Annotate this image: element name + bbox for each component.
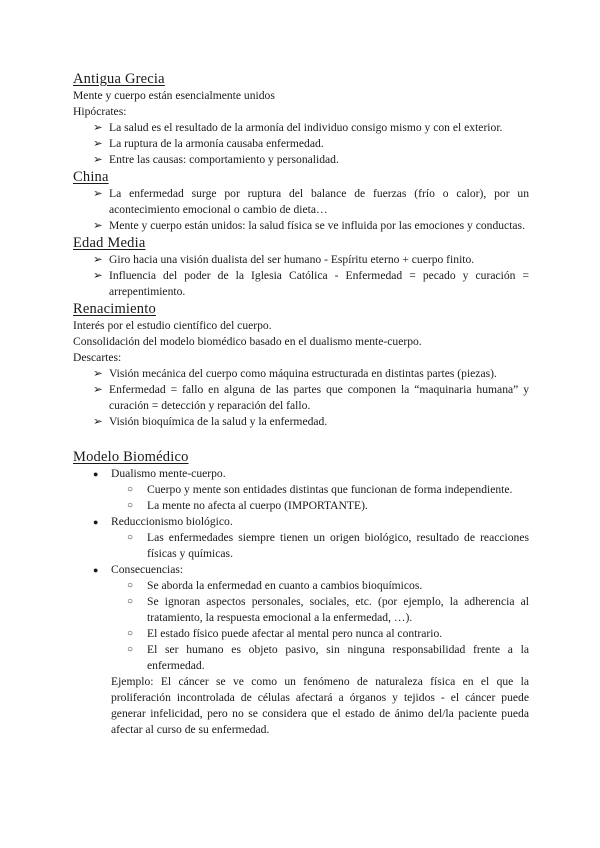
list-item: ● Dualismo mente-cuerpo. ○ Cuerpo y mente son entidades distintas que funcionan de forma independiente. ○ La mente no afecta al cuerpo (IMPORTANTE).	[93, 466, 529, 514]
circle-bullet-icon: ○	[127, 580, 134, 591]
list-item: ➢ Visión bioquímica de la salud y la enfermedad.	[93, 415, 328, 428]
list-item: ➢ Enfermedad = fallo en alguna de las partes que componen la “maquinaria humana” y curación = detección y reparación del fallo.	[93, 383, 529, 412]
circle-bullet-icon: ○	[127, 500, 134, 511]
arrow-bullet-icon: ➢	[93, 153, 103, 166]
list-item: ➢ Visión mecánica del cuerpo como máquina estructurada en distintas partes (piezas).	[93, 367, 497, 380]
document-content	[73, 70, 529, 738]
circle-bullet-icon: ○	[127, 484, 134, 495]
heading-modelo-biomedico: Modelo Biomédico	[73, 449, 189, 465]
paragraph: Descartes:	[73, 351, 122, 364]
paragraph: Interés por el estudio científico del cuerpo.	[73, 319, 272, 332]
list-item: ➢ Giro hacia una visión dualista del ser humano - Espíritu eterno + cuerpo finito.	[93, 253, 475, 266]
spacer	[73, 430, 529, 448]
paragraph: Hipócrates:	[73, 105, 127, 118]
arrow-list	[73, 252, 529, 300]
list-item: ➢ La ruptura de la armonía causaba enfermedad.	[93, 137, 324, 150]
heading-antigua-grecia: Antigua Grecia	[73, 71, 165, 87]
bullet-icon: ●	[93, 469, 99, 479]
arrow-bullet-icon: ➢	[93, 187, 103, 200]
sub-list	[111, 578, 529, 674]
arrow-bullet-icon: ➢	[93, 121, 103, 134]
sub-list-item: ○ El estado físico puede afectar al mental pero nunca al contrario.	[127, 627, 443, 640]
sub-list-item: ○ La mente no afecta al cuerpo (IMPORTANTE).	[127, 499, 368, 512]
list-item: ➢ La enfermedad surge por ruptura del balance de fuerzas (frío o calor), por un acontecimiento emocional o cambio de dieta…	[93, 187, 529, 216]
arrow-bullet-icon: ➢	[93, 219, 103, 232]
bullet-icon: ●	[93, 517, 99, 527]
circle-bullet-icon: ○	[127, 628, 134, 639]
sub-list	[111, 530, 529, 562]
sub-list-item: ○ Las enfermedades siempre tienen un origen biológico, resultado de reacciones físicas y químicas.	[127, 531, 529, 560]
list-item: ➢ Mente y cuerpo están unidos: la salud física se ve influida por las emociones y conductas.	[93, 219, 525, 232]
list-item: ● Consecuencias: ○ Se aborda la enfermedad en cuanto a cambios bioquímicos. ○ Se ignoran aspectos personales, sociales, etc. (por ejemplo, la adherencia al tratamiento, la respuesta emocional a la enfermedad, …). ○ El estado físico puede afectar al mental pero nunca al contrario. ○ El ser humano es objeto pasivo, sin ninguna responsabilidad frente a la enfermedad.	[93, 563, 529, 672]
heading-edad-media: Edad Media	[73, 235, 146, 251]
circle-bullet-icon: ○	[127, 644, 134, 655]
sub-list-item: ○ El ser humano es objeto pasivo, sin ninguna responsabilidad frente a la enfermedad.	[127, 643, 529, 672]
arrow-bullet-icon: ➢	[93, 383, 103, 396]
arrow-bullet-icon: ➢	[93, 137, 103, 150]
arrow-list	[73, 366, 529, 430]
arrow-bullet-icon: ➢	[93, 367, 103, 380]
paragraph: Consolidación del modelo biomédico basado en el dualismo mente-cuerpo.	[73, 335, 422, 348]
sub-list-item: ○ Cuerpo y mente son entidades distintas que funcionan de forma independiente.	[127, 483, 513, 496]
list-item: ➢ Entre las causas: comportamiento y personalidad.	[93, 153, 339, 166]
arrow-bullet-icon: ➢	[93, 269, 103, 282]
example-paragraph: Ejemplo: El cáncer se ve como un fenómeno de naturaleza física en el que la proliferación incontrolada de células afectará a órganos y tejidos - el cáncer puede generar infelicidad, pero no se considera que el estado de ánimo del/la paciente pueda afectar al curso de su enfermedad.	[111, 675, 529, 736]
arrow-list	[73, 186, 529, 234]
heading-renacimiento: Renacimiento	[73, 301, 156, 317]
sub-list	[111, 482, 529, 514]
list-item: ➢ La salud es el resultado de la armonía del individuo consigo mismo y con el exterior.	[93, 121, 503, 134]
circle-bullet-icon: ○	[127, 532, 134, 543]
circle-bullet-icon: ○	[127, 596, 134, 607]
list-item: ➢ Influencia del poder de la Iglesia Católica - Enfermedad = pecado y curación = arrepentimiento.	[93, 269, 529, 298]
sub-list-item: ○ Se aborda la enfermedad en cuanto a cambios bioquímicos.	[127, 579, 423, 592]
arrow-bullet-icon: ➢	[93, 253, 103, 266]
bullet-icon: ●	[93, 565, 99, 575]
list-item: ● Reduccionismo biológico. ○ Las enfermedades siempre tienen un origen biológico, resultado de reacciones físicas y químicas.	[93, 515, 529, 560]
bullet-list	[73, 466, 529, 674]
arrow-bullet-icon: ➢	[93, 415, 103, 428]
heading-china: China	[73, 169, 109, 185]
paragraph: Mente y cuerpo están esencialmente unidos	[73, 89, 275, 102]
arrow-list	[73, 120, 529, 168]
sub-list-item: ○ Se ignoran aspectos personales, sociales, etc. (por ejemplo, la adherencia al tratamiento, la respuesta emocional a la enfermedad, …).	[127, 595, 529, 624]
